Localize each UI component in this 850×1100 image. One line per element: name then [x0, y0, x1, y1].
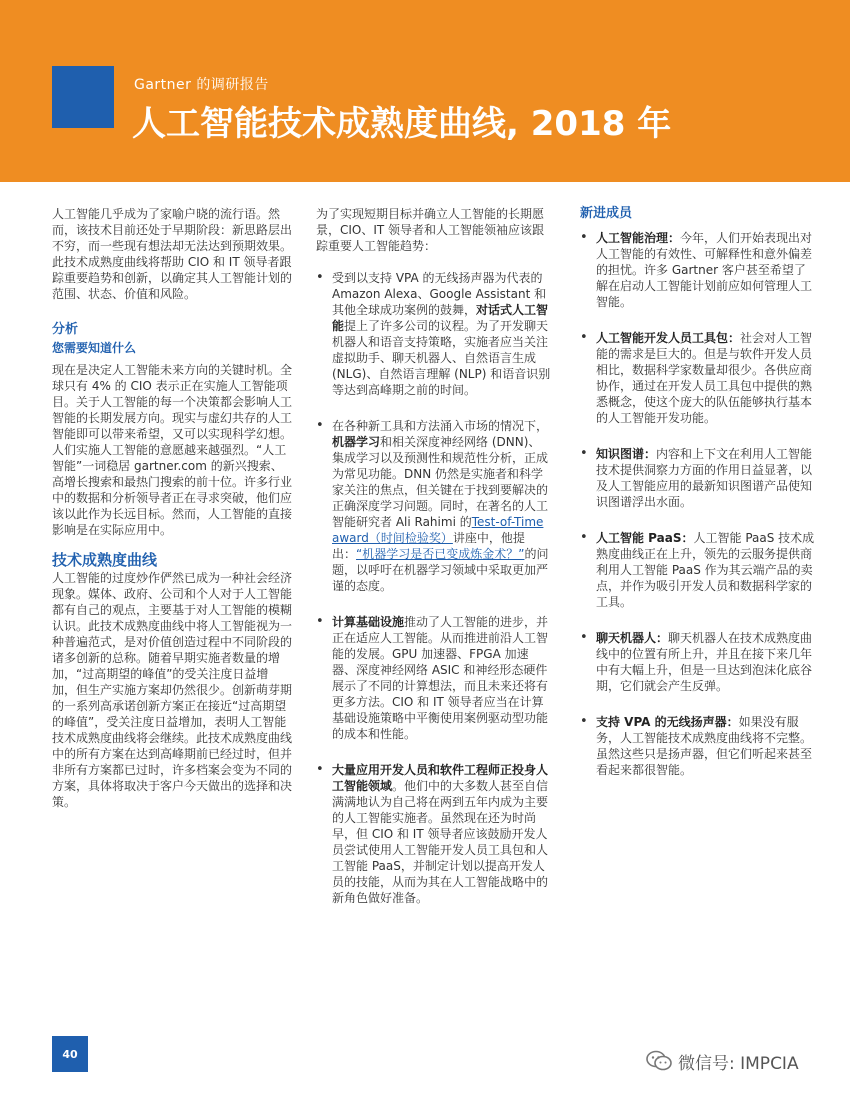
- page-title: 人工智能技术成熟度曲线, 2018 年: [132, 104, 672, 144]
- list-item: • 聊天机器人：聊天机器人在技术成熟度曲线中的位置有所上升，并且在接下来几年中有大幅上升，但是一旦达到泡沫化底谷期，它们就会产生反弹。: [580, 630, 816, 694]
- column-middle: [316, 206, 552, 926]
- wechat-watermark: [646, 1047, 799, 1075]
- report-kicker: Gartner 的调研报告: [134, 77, 269, 93]
- new-entrants-heading: 新进成员: [580, 206, 633, 221]
- list-item: • 知识图谱：内容和上下文在利用人工智能技术提供洞察力方面的作用日益显著，以及人工智能应用的最新知识图谱产品使知识图谱浮出水面。: [580, 446, 816, 510]
- trends-intro: 为了实现短期目标并确立人工智能的长期愿景，CIO、IT 领导者和人工智能领袖应该跟踪重要人工智能趋势：: [316, 207, 545, 253]
- alchemy-link[interactable]: “机器学习是否已变成炼金术？”: [356, 547, 525, 561]
- wechat-id: 微信号: IMPCIA: [678, 1053, 799, 1074]
- trends-list: [316, 270, 552, 906]
- column-left: [52, 206, 292, 810]
- wechat-icon: [646, 1050, 672, 1072]
- list-item: • 计算基础设施推动了人工智能的进步，并正在适应人工智能。从而推进前沿人工智能的发展。GPU 加速器、FPGA 加速器、深度神经网络 ASIC 和神经形态硬件展示了不同的计算想法，而且未来还将有更多方法。CIO 和 IT 领导者应当在计算基础设施策略中平衡使用案例驱动型功能的成本和性能。: [316, 614, 552, 742]
- list-item: • 人工智能 PaaS：人工智能 PaaS 技术成熟度曲线正在上升，领先的云服务提供商利用人工智能 PaaS 作为其云端产品的卖点，并作为吸引开发人员和数据科学家的工具。: [580, 530, 816, 610]
- list-item: • 大量应用开发人员和软件工程师正投身人工智能领域。他们中的大多数人甚至自信满满地认为自己将在两到五年内成为主要的人工智能实施者。虽然现在还为时尚早，但 CIO 和 IT 领导者应该鼓励开发人员尝试使用人工智能开发人员工具包和人工智能 PaaS，并制定计划以提高开发人员的技能，从而为其在人工智能战略中的新角色做好准备。: [316, 762, 552, 906]
- hype-cycle-paragraph: 人工智能的过度炒作俨然已成为一种社会经济现象。媒体、政府、公司和个人对于人工智能都有自己的观点，主要基于对人工智能的模糊认识。此技术成熟度曲线中将人工智能视为一种普遍范式，是对价值创造过程中不同阶段的诸多创新的总称。随着早期实施者数量的增加，“过高期望的峰值”的受关注度日益增加，但生产实施方案却仍然很少。创新萌芽期的一系列高承诺创新方案正在接近“过高期望的峰值”，受关注度日益增加，表明人工智能技术成熟度曲线将会继续。此技术成熟度曲线中的所有方案在达到高峰期前已经过时，但并非所有方案都已过时，许多档案会变为不同的方案，具体将取决于客户今天做出的选择和决策。: [52, 571, 293, 809]
- report-header: [0, 0, 850, 182]
- new-entrants-list: [580, 230, 816, 778]
- need-to-know-paragraph: 现在是决定人工智能未来方向的关键时机。全球只有 4% 的 CIO 表示正在实施人工智能项目。关于人工智能的每一个决策都会影响人工智能的长期发展方向。现实与虚幻共存的人工智能即可以带来希望，又可以实现科学幻想。人们实施人工智能的意愿越来越强烈。“人工智能”一词稳居 gartner.com 的新兴搜索、高增长搜索和最热门搜索的前十位。许多行业中的数据和分析领导者正在寻求突破，他们应该以此作为长远目标。然而，人工智能的直接影响是在实际应用中。: [52, 363, 293, 537]
- list-item: • 人工智能治理：今年，人们开始表现出对人工智能的有效性、可解释性和意外偏差的担忧。许多 Gartner 客户甚至希望了解在启动人工智能计划前应如何管理人工智能。: [580, 230, 816, 310]
- analysis-heading: 分析: [52, 322, 79, 337]
- list-item: • 受到以支持 VPA 的无线扬声器为代表的 Amazon Alexa、Google Assistant 和其他全球成功案例的鼓舞，对话式人工智能提上了许多公司的议程。为了开发聊天机器人和语音支持策略，实施者应当关注虚拟助手、聊天机器人、自然语言生成 (NLG)、自然语言理解 (NLP) 和语音识别等达到高峰期之前的时间。: [316, 270, 552, 398]
- list-item: • 支持 VPA 的无线扬声器：如果没有服务，人工智能技术成熟度曲线将不完整。虽然这些只是扬声器，但它们听起来甚至看起来都很智能。: [580, 714, 816, 778]
- hype-cycle-heading: 技术成熟度曲线: [52, 551, 158, 569]
- column-right: [580, 206, 816, 798]
- page-number: 40: [52, 1036, 88, 1072]
- list-item: • 在各种新工具和方法涌入市场的情况下，机器学习和相关深度神经网络 (DNN)、集成学习以及预测性和规范性分析，正成为常见功能。DNN 仍然是实施者和科学家关注的焦点，但关键在于找到要解决的正确深度学习问题。同时，在著名的人工智能研究者 Ali Rahimi 的Test-of-Time award（时间检验奖）讲座中，他提出：“机器学习是否已变成炼金术？”的问题，以呼吁在机器学习领域中采取更加严谨的态度。: [316, 418, 552, 594]
- need-to-know-heading: 您需要知道什么: [52, 341, 137, 355]
- intro-paragraph: 人工智能几乎成为了家喻户晓的流行语。然而，该技术目前还处于早期阶段：新思路层出不穷，而一些现有想法却无法达到预期效果。此技术成熟度曲线将帮助 CIO 和 IT 领导者跟踪重要趋势和创新，以确定其人工智能计划的范围、状态、价值和风险。: [52, 207, 293, 301]
- list-item: • 人工智能开发人员工具包：社会对人工智能的需求是巨大的。但是与软件开发人员相比，数据科学家数量却很少。各供应商协作，通过在开发人员工具包中提供的熟悉概念，使这个庞大的队伍能够执行基本的人工智能开发功能。: [580, 330, 816, 426]
- gartner-logo-square: [52, 66, 114, 128]
- test-of-time-link[interactable]: Test-of-Time award（时间检验奖）: [332, 515, 544, 545]
